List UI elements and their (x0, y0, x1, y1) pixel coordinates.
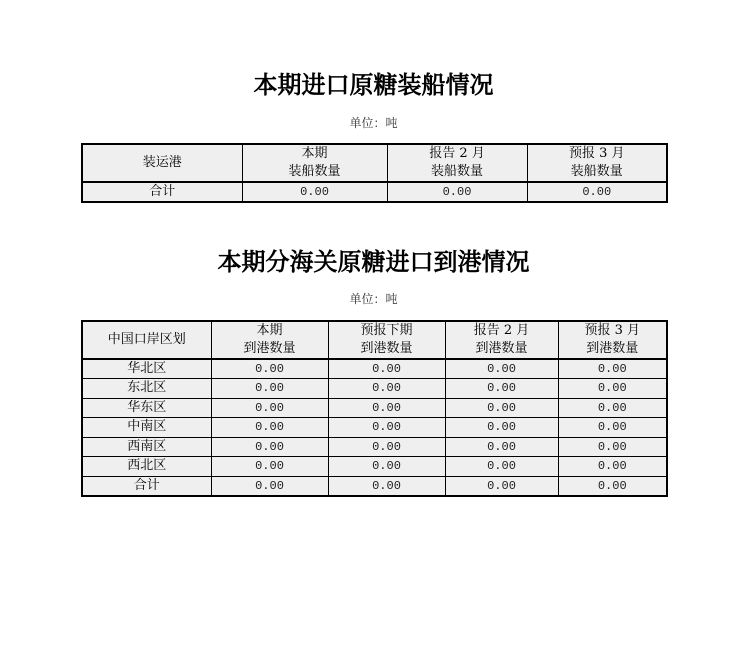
arrival-unit-label: 单位：吨 (349, 292, 398, 306)
forecast-next-cell: 0.00 (328, 476, 445, 496)
reported-feb-cell: 0.00 (445, 398, 558, 418)
table-row (82, 457, 667, 477)
region-cell: 合计 (82, 476, 211, 496)
arrival-header-row (82, 321, 667, 359)
forecast-mar-cell: 0.00 (558, 379, 667, 399)
forecast-mar-cell: 0.00 (558, 418, 667, 438)
header-current-arrival (211, 321, 328, 359)
table-row (82, 359, 667, 379)
header-text: 装船数量 (430, 164, 483, 179)
forecast-next-cell: 0.00 (328, 437, 445, 457)
header-loading-port (82, 144, 242, 182)
header-text: 到港数量 (243, 341, 296, 356)
header-port-region (82, 321, 211, 359)
header-text: 预报 3 月 (568, 146, 625, 161)
forecast-next-cell: 0.00 (328, 359, 445, 379)
header-text: 预报下期 (360, 323, 413, 338)
reported-feb-cell: 0.00 (445, 379, 558, 399)
header-reported-feb-shipment (387, 144, 527, 182)
table-row (82, 437, 667, 457)
reported-feb-cell: 0.00 (445, 476, 558, 496)
reported-feb-cell: 0.00 (387, 182, 527, 202)
header-text: 本期 (301, 146, 328, 161)
region-cell: 东北区 (82, 379, 211, 399)
current-shipment-cell: 0.00 (242, 182, 387, 202)
region-cell: 西北区 (82, 457, 211, 477)
header-forecast-mar-shipment (527, 144, 667, 182)
forecast-mar-cell: 0.00 (558, 398, 667, 418)
forecast-next-cell: 0.00 (328, 379, 445, 399)
shipping-title: 本期进口原糖装船情况 (253, 71, 494, 99)
forecast-mar-cell: 0.00 (527, 182, 667, 202)
reported-feb-cell: 0.00 (445, 359, 558, 379)
table-row (82, 398, 667, 418)
header-reported-feb-arrival (445, 321, 558, 359)
reported-feb-cell: 0.00 (445, 418, 558, 438)
table-row (82, 379, 667, 399)
current-arrival-cell: 0.00 (211, 359, 328, 379)
header-text: 预报 3 月 (584, 323, 641, 338)
table-row (82, 182, 667, 202)
forecast-mar-cell: 0.00 (558, 476, 667, 496)
shipping-unit-label: 单位：吨 (349, 116, 398, 130)
reported-feb-cell: 0.00 (445, 437, 558, 457)
region-cell: 华北区 (82, 359, 211, 379)
current-arrival-cell: 0.00 (211, 437, 328, 457)
header-text: 报告 2 月 (429, 146, 485, 161)
forecast-next-cell: 0.00 (328, 457, 445, 477)
header-text: 装运港 (142, 155, 182, 170)
table-row (82, 418, 667, 438)
header-forecast-mar-arrival (558, 321, 667, 359)
forecast-mar-cell: 0.00 (558, 359, 667, 379)
header-text: 报告 2 月 (473, 323, 530, 338)
current-arrival-cell: 0.00 (211, 379, 328, 399)
region-cell: 中南区 (82, 418, 211, 438)
port-cell: 合计 (82, 182, 242, 202)
region-cell: 华东区 (82, 398, 211, 418)
reported-feb-cell: 0.00 (445, 457, 558, 477)
header-text: 中国口岸区划 (107, 332, 186, 347)
header-text: 装船数量 (288, 164, 341, 179)
forecast-next-cell: 0.00 (328, 398, 445, 418)
header-forecast-next-arrival (328, 321, 445, 359)
current-arrival-cell: 0.00 (211, 457, 328, 477)
header-text: 装船数量 (570, 164, 623, 179)
header-text: 到港数量 (475, 341, 528, 356)
forecast-mar-cell: 0.00 (558, 437, 667, 457)
arrival-table (81, 320, 668, 497)
header-text: 到港数量 (360, 341, 413, 356)
region-cell: 西南区 (82, 437, 211, 457)
current-arrival-cell: 0.00 (211, 418, 328, 438)
table-row (82, 476, 667, 496)
header-text: 本期 (256, 323, 283, 338)
header-current-shipment (242, 144, 387, 182)
shipping-header-row (82, 144, 667, 182)
forecast-next-cell: 0.00 (328, 418, 445, 438)
forecast-mar-cell: 0.00 (558, 457, 667, 477)
shipping-table (81, 143, 668, 203)
arrival-title: 本期分海关原糖进口到港情况 (217, 248, 530, 276)
current-arrival-cell: 0.00 (211, 398, 328, 418)
current-arrival-cell: 0.00 (211, 476, 328, 496)
header-text: 到港数量 (586, 341, 639, 356)
